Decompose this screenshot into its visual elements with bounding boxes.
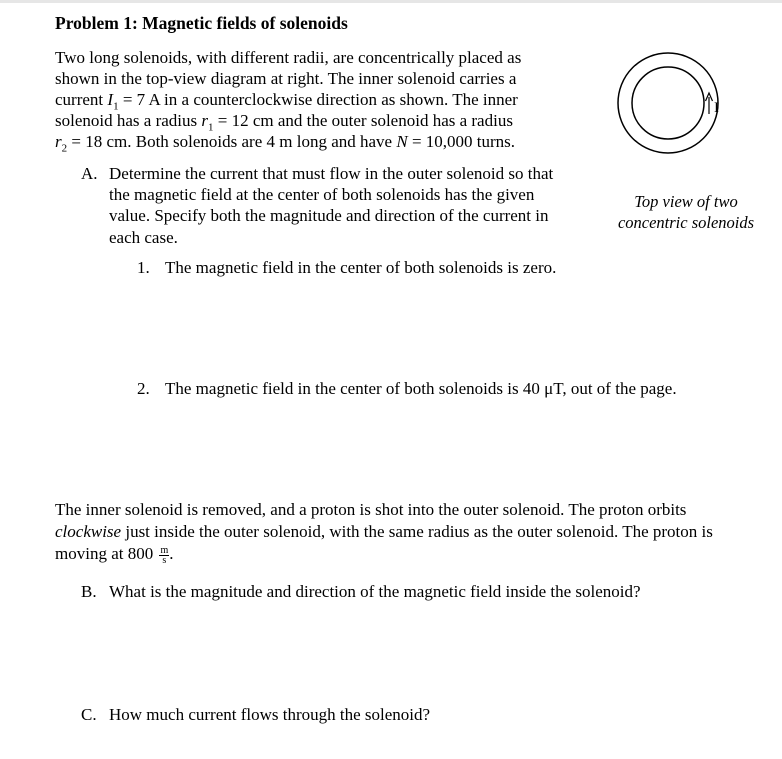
part-a-line-3: value. Specify both the magnitude and direction of the current in: [109, 206, 549, 225]
part-b-label: B.: [81, 582, 97, 601]
part-a-2-text: The magnetic field in the center of both solenoids is 40 μT, out of the page.: [165, 379, 677, 398]
caption-line: Top view of two: [634, 192, 738, 211]
proton-line-1: The inner solenoid is removed, and a proton is shot into the outer solenoid. The proton orbits: [55, 500, 687, 519]
part-a-1-label: 1.: [137, 258, 150, 277]
intro-line-4: [55, 110, 513, 134]
intro-text: = 12 cm and the outer solenoid has a radius: [213, 111, 513, 130]
radius-symbol: r: [55, 132, 62, 151]
outer-solenoid-circle: [618, 53, 718, 153]
current-label: I: [714, 100, 719, 116]
caption-line: concentric solenoids: [617, 213, 755, 232]
page-top-border: [0, 0, 782, 3]
proton-text: just inside the outer solenoid, with the same radius as the outer solenoid. The proton is: [121, 522, 713, 541]
subscript: 2: [61, 142, 68, 155]
intro-line-5: [55, 131, 516, 155]
part-a-line-4: each case.: [109, 228, 178, 247]
turns-symbol: N: [396, 132, 408, 151]
emphasis-clockwise: clockwise: [55, 522, 122, 541]
intro-line-2: shown in the top-view diagram at right. The inner solenoid carries a: [55, 69, 517, 88]
problem-title: Problem 1: Magnetic fields of solenoids: [55, 13, 348, 33]
part-a-1-text: The magnetic field in the center of both solenoids is zero.: [165, 258, 557, 277]
part-c-label: C.: [81, 705, 97, 724]
subscript: 1: [207, 121, 214, 134]
part-a-2-label: 2.: [137, 379, 150, 398]
part-c-text: How much current flows through the solenoid?: [109, 705, 431, 724]
current-symbol: I: [107, 90, 114, 109]
intro-line-3: [55, 89, 518, 113]
unit-denominator: s: [162, 554, 167, 566]
proton-line-2: [55, 521, 713, 542]
intro-text: current: [55, 90, 108, 109]
figure-caption: [606, 191, 766, 233]
proton-text: moving at 800: [55, 544, 158, 563]
velocity-unit-fraction: [159, 546, 169, 565]
unit-numerator: m: [160, 544, 169, 556]
inner-solenoid-circle: [632, 67, 704, 139]
subscript: 1: [113, 100, 119, 113]
intro-text: = 10,000 turns.: [407, 132, 516, 151]
proton-line-3: [55, 543, 174, 565]
intro-line-1: Two long solenoids, with different radii, are concentrically placed as: [55, 48, 522, 67]
proton-text: .: [169, 544, 174, 563]
part-a-label: A.: [81, 164, 98, 183]
intro-text: = 7 A in a counterclockwise direction as shown. The inner: [118, 90, 518, 109]
part-a-line-2: the magnetic field at the center of both solenoids has the given: [109, 185, 535, 204]
intro-text: solenoid has a radius: [55, 111, 202, 130]
part-a-line-1: Determine the current that must flow in the outer solenoid so that: [109, 164, 554, 183]
part-b-text: What is the magnitude and direction of the magnetic field inside the solenoid?: [109, 582, 641, 601]
solenoid-diagram: [610, 40, 750, 190]
intro-text: = 18 cm. Both solenoids are 4 m long and have: [67, 132, 397, 151]
radius-symbol: r: [201, 111, 208, 130]
